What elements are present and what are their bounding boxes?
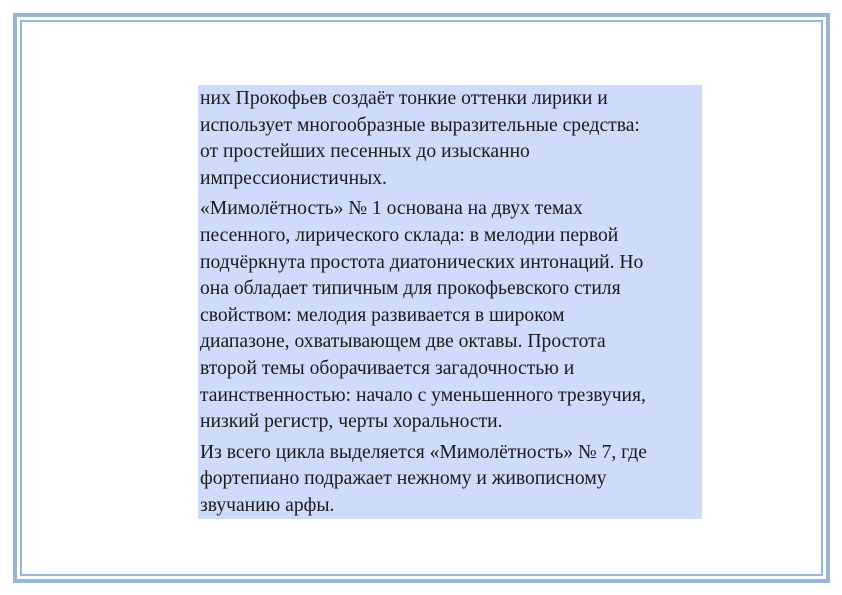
paragraph-mimoletnost-7: Из всего цикла выделяется «Мимолётность» № 7, где фортепиано подражает нежному и живописному звучанию арфы.: [200, 441, 647, 516]
paragraph-lyrical-means: них Прокофьев создаёт тонкие оттенки лирики и использует многообразные выразительные средства: от простейших песенных до изысканно импрессионистичных.: [200, 88, 640, 189]
highlighted-text-box: [198, 85, 702, 519]
paragraph-mimoletnost-1: «Мимолётность» № 1 основана на двух темах песенного, лирического склада: в мелодии первой подчёркнута простота диатонических интонаций. Но она обладает типичным для прокофьевского стиля свойством: мелодия развивается в широком диапазоне, охватывающем две октавы. Простота второй темы оборачивается загадочностью и таинственностью: начало с уменьшенного трезвучия, низкий регистр, черты хоральности.: [200, 198, 646, 433]
